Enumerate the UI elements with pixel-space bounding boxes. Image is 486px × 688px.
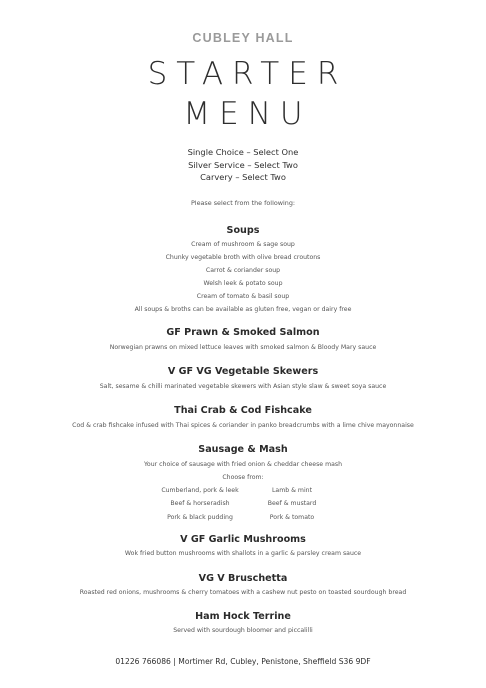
choice-silver-service: Silver Service – Select Two [188, 159, 298, 170]
terrine-description: Served with sourdough bloomer and piccalilli [173, 627, 313, 634]
soup-item: Welsh leek & potato soup [203, 280, 283, 287]
sausage-option: Beef & horseradish [170, 500, 230, 508]
section-title-mushrooms: V GF Garlic Mushrooms [180, 534, 306, 545]
sausage-option: Beef & mustard [267, 500, 317, 508]
contact-footer: 01226 766086 | Mortimer Rd, Cubley, Penistone, Sheffield S36 9DF [115, 657, 371, 666]
choice-single: Single Choice – Select One [187, 147, 299, 157]
service-choices [0, 146, 486, 184]
soup-dietary-note: All soups & broths can be available as gluten free, vegan or dairy free [134, 306, 352, 313]
section-title-prawn: GF Prawn & Smoked Salmon [166, 327, 320, 338]
section-title-soups: Soups [226, 225, 260, 236]
section-title-sausage: Sausage & Mash [198, 444, 288, 455]
fishcake-description: Cod & crab fishcake infused with Thai spices & coriander in panko breadcrumbs with a lime chive mayonnaise [72, 422, 414, 429]
soup-item: Cream of tomato & basil soup [196, 293, 290, 300]
prawn-description: Norwegian prawns on mixed lettuce leaves with smoked salmon & Bloody Mary sauce [109, 344, 377, 351]
sausage-options-left [150, 484, 250, 524]
sausage-option: Pork & tomato [269, 513, 315, 521]
choice-carvery: Carvery – Select Two [200, 172, 286, 182]
mushrooms-description: Wok fried button mushrooms with shallots in a garlic & parsley cream sauce [124, 550, 362, 557]
section-title-bruschetta: VG V Bruschetta [198, 573, 288, 584]
sausage-option: Lamb & mint [271, 487, 313, 494]
sausage-description: Your choice of sausage with fried onion & cheddar cheese mash [143, 461, 343, 468]
brand-logo: CUBLEY HALL [192, 31, 294, 45]
intro-text: Please select from the following: [190, 199, 296, 207]
section-title-skewers: V GF VG Vegetable Skewers [167, 366, 319, 377]
bruschetta-description: Roasted red onions, mushrooms & cherry tomatoes with a cashew nut pesto on toasted sourdough bread [79, 589, 407, 596]
soup-item: Cream of mushroom & sage soup [191, 241, 295, 248]
menu-title-line-2: MENU [183, 96, 312, 132]
sausage-option: Cumberland, pork & leek [161, 487, 239, 494]
soup-item: Chunky vegetable broth with olive bread croutons [165, 254, 321, 261]
menu-title-line-1: STARTER [147, 56, 348, 92]
section-title-terrine: Ham Hock Terrine [195, 611, 291, 622]
soups-list [0, 238, 486, 316]
sausage-choose-label: Choose from: [222, 474, 264, 481]
sausage-options-right [250, 484, 334, 524]
skewers-description: Salt, sesame & chilli marinated vegetable skewers with Asian style slaw & sweet soya sauce [99, 383, 387, 390]
soup-item: Carrot & coriander soup [205, 267, 281, 274]
section-title-fishcake: Thai Crab & Cod Fishcake [174, 405, 312, 416]
sausage-option: Pork & black pudding [167, 513, 233, 521]
